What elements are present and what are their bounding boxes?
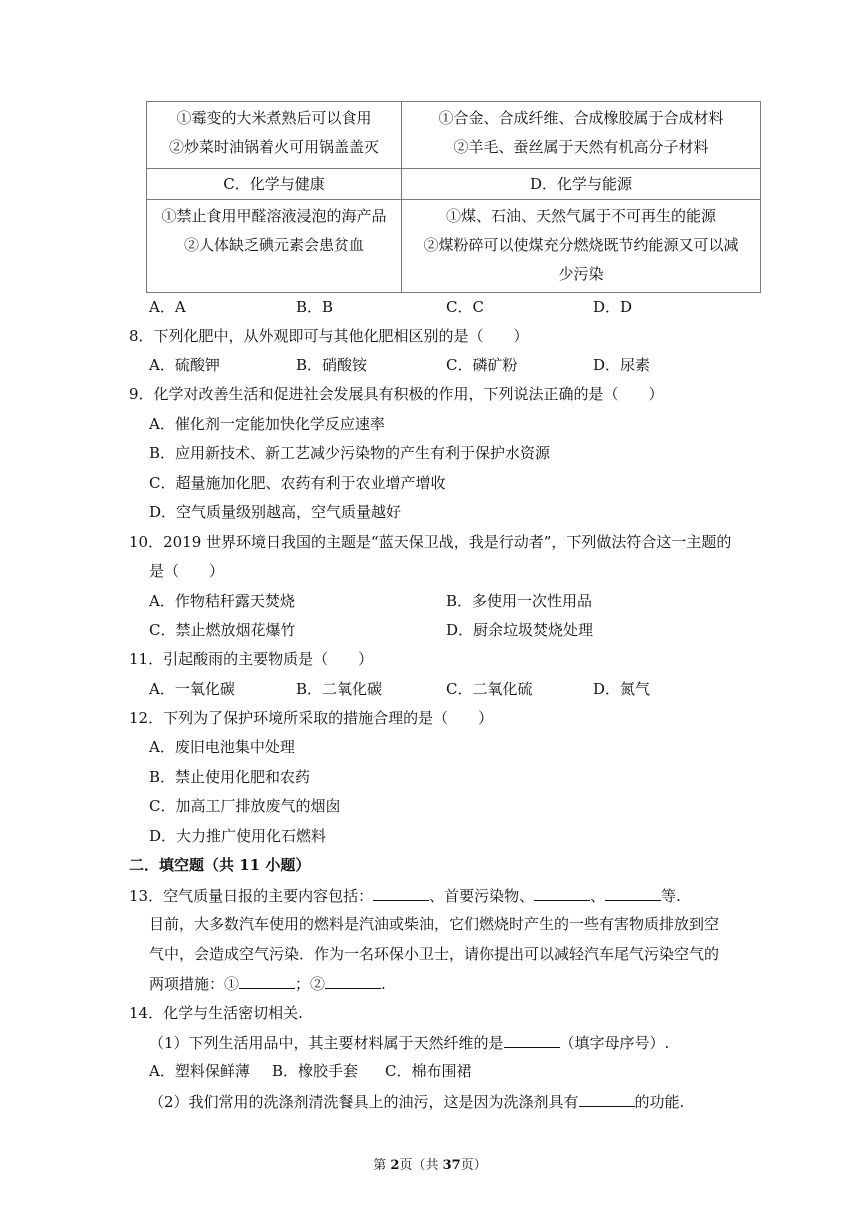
table-cell (402, 102, 761, 169)
question-12-stem: 12．下列为了保护环境所采取的措施合理的是（ ） (129, 709, 494, 727)
option-b: B．B (296, 298, 334, 316)
q13-text: ；② (295, 975, 326, 993)
answer-blank (325, 972, 381, 989)
option-d: D．空气质量级别越高，空气质量越好 (149, 503, 402, 521)
page-number: 2 (390, 1158, 400, 1173)
section-heading: 二．填空题（共 11 小题） (129, 856, 311, 874)
table-cell-heading: D．化学与能源 (402, 169, 761, 200)
footer-text: 页） (460, 1158, 487, 1173)
footer-text: 第 (373, 1158, 391, 1173)
q13-text: 等. (661, 887, 681, 905)
question-14-sub1 (149, 1031, 669, 1054)
q13-text: 、 (590, 887, 606, 905)
question-8-stem: 8．下列化肥中，从外观即可与其他化肥相区别的是（ ） (129, 327, 529, 345)
option-c: C．C (446, 298, 484, 316)
cell-line: ②羊毛、蚕丝属于天然有机高分子材料 (453, 138, 709, 156)
option-b: B．二氧化碳 (296, 680, 383, 698)
cell-line: ①霉变的大米煮熟后可以食用 (176, 109, 372, 127)
question-14-stem: 14．化学与生活密切相关. (129, 1004, 303, 1022)
q14-text: 的功能. (634, 1093, 685, 1111)
table-cell (402, 200, 761, 293)
option-c: C．禁止燃放烟花爆竹 (149, 621, 296, 639)
option-d: D．尿素 (593, 356, 651, 374)
option-d: D．厨余垃圾焚烧处理 (446, 621, 594, 639)
answer-blank (579, 1090, 635, 1107)
table-cell-heading: C．化学与健康 (147, 169, 402, 200)
footer-text: 页（共 (399, 1158, 443, 1173)
table-row (147, 102, 761, 169)
answer-table (146, 101, 761, 293)
option-a: A．A (149, 298, 186, 316)
q13-text: 两项措施：① (149, 975, 240, 993)
q14-text: （1）下列生活用品中，其主要材料属于天然纤维的是 (149, 1034, 504, 1052)
page-total: 37 (442, 1158, 461, 1173)
answer-blank (605, 884, 661, 901)
q14-text: （填字母序号）. (559, 1034, 670, 1052)
question-9-stem: 9．化学对改善生活和促进社会发展具有积极的作用，下列说法正确的是（ ） (129, 385, 664, 403)
question-11-stem: 11．引起酸雨的主要物质是（ ） (129, 650, 374, 668)
answer-blank (504, 1031, 560, 1048)
cell-line: ①合金、合成纤维、合成橡胶属于合成材料 (438, 109, 724, 127)
option-b: B．硝酸铵 (296, 356, 368, 374)
question-13-line2: 目前，大多数汽车使用的燃料是汽油或柴油，它们燃烧时产生的一些有害物质排放到空 (149, 915, 720, 933)
table-cell (147, 102, 402, 169)
question-13-line3: 气中，会造成空气污染．作为一名环保小卫士，请你提出可以减轻汽车尾气污染空气的 (149, 945, 720, 963)
option-a: A．废旧电池集中处理 (149, 738, 295, 756)
answer-blank (534, 884, 590, 901)
option-a: A．塑料保鲜薄 (149, 1062, 250, 1080)
question-10-stem: 10．2019 世界环境日我国的主题是“蓝天保卫战，我是行动者”，下列做法符合这一主题的 (129, 533, 732, 551)
cell-line: ①煤、石油、天然气属于不可再生的能源 (445, 207, 716, 225)
question-13-line1 (129, 884, 681, 907)
table-cell (147, 200, 402, 293)
cell-line: 少污染 (558, 265, 604, 283)
table-row (147, 169, 761, 200)
option-b: B．多使用一次性用品 (446, 592, 593, 610)
option-c: C．超量施加化肥、农药有利于农业增产增收 (149, 474, 446, 492)
question-10-stem-cont: 是（ ） (149, 562, 225, 580)
option-c: C．棉布围裙 (385, 1062, 472, 1080)
table-row (147, 200, 761, 293)
option-a: A．催化剂一定能加快化学反应速率 (149, 415, 385, 433)
option-b: B．禁止使用化肥和农药 (149, 768, 311, 786)
option-a: A．作物秸秆露天焚烧 (149, 592, 295, 610)
cell-line: ②煤粉碎可以使煤充分燃烧既节约能源又可以减 (423, 236, 739, 254)
q13-text: 13．空气质量日报的主要内容包括： (129, 887, 374, 905)
page-footer (0, 1157, 860, 1175)
option-b: B．应用新技术、新工艺减少污染物的产生有利于保护水资源 (149, 444, 551, 462)
option-c: C．二氧化硫 (446, 680, 533, 698)
option-a: A．一氧化碳 (149, 680, 235, 698)
q13-text: . (381, 975, 386, 993)
q14-text: （2）我们常用的洗涤剂清洗餐具上的油污，这是因为洗涤剂具有 (149, 1093, 579, 1111)
question-14-sub2 (149, 1090, 684, 1113)
q13-text: 、首要污染物、 (429, 887, 535, 905)
option-a: A．硫酸钾 (149, 356, 220, 374)
option-d: D．D (593, 298, 633, 316)
answer-blank (373, 884, 429, 901)
option-c: C．加高工厂排放废气的烟囱 (149, 797, 341, 815)
option-b: B．橡胶手套 (272, 1062, 359, 1080)
answer-blank (239, 972, 295, 989)
option-d: D．氮气 (593, 680, 651, 698)
option-d: D．大力推广使用化石燃料 (149, 827, 327, 845)
option-c: C．磷矿粉 (446, 356, 518, 374)
question-13-line4 (149, 972, 386, 995)
cell-line: ①禁止食用甲醛溶液浸泡的海产品 (161, 207, 387, 225)
cell-line: ②人体缺乏碘元素会患贫血 (183, 236, 364, 254)
cell-line: ②炒菜时油锅着火可用锅盖盖灭 (168, 138, 379, 156)
